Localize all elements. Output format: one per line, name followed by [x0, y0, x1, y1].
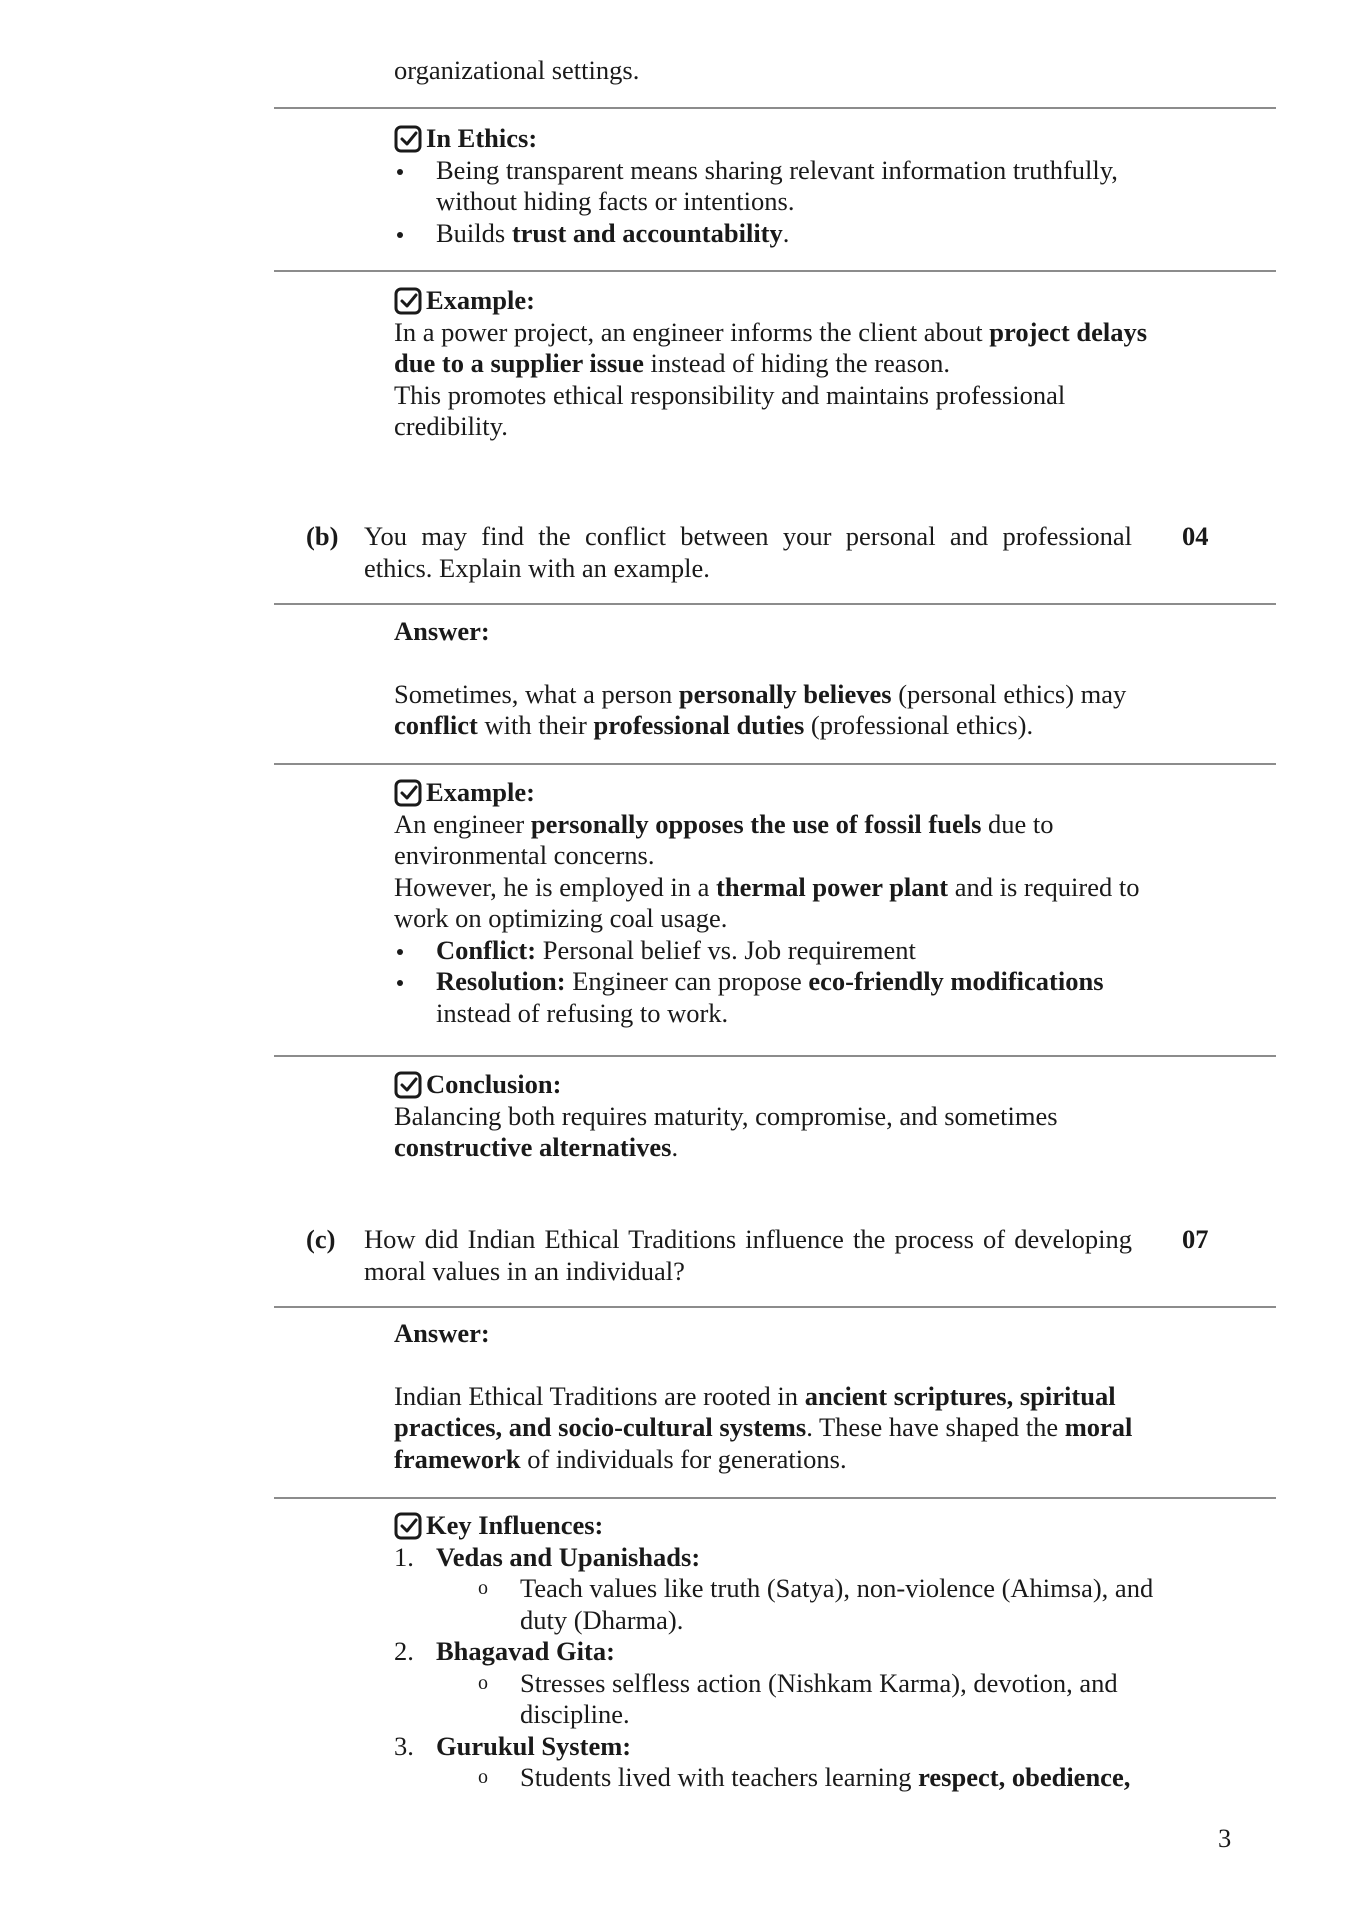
influences-section — [394, 1510, 1184, 1794]
section-divider — [274, 1055, 1276, 1057]
list-item — [394, 1731, 1184, 1763]
influence-title: Bhagavad Gita: — [436, 1636, 615, 1666]
example-bullets — [394, 935, 1184, 1030]
answer-c — [394, 1318, 1184, 1475]
example-section — [394, 285, 1184, 443]
sub-bullet-marker: o — [478, 1671, 488, 1694]
answer-label: Answer: — [394, 1318, 490, 1348]
list-item — [394, 1636, 1184, 1668]
section-divider — [274, 1497, 1276, 1499]
answer-b — [394, 616, 1184, 742]
list-number: 3. — [394, 1730, 414, 1761]
continuation-text: organizational settings. — [394, 55, 640, 85]
sub-bullet-marker: o — [478, 1766, 488, 1788]
example-heading: Example: — [394, 285, 1184, 317]
question-label: (b) — [306, 521, 339, 551]
influence-title: Vedas and Upanishads: — [436, 1541, 701, 1572]
section-divider — [274, 270, 1276, 272]
sub-list-item: o Students lived with teachers learning respect, obedience, — [478, 1762, 1131, 1792]
question-marks: 07 — [1182, 1224, 1209, 1254]
example-paragraph: This promotes ethical responsibility and maintains professional credibility. — [394, 379, 1066, 441]
section-divider — [274, 763, 1276, 765]
question-b — [306, 521, 1209, 584]
list-item — [394, 1542, 1184, 1574]
list-item: Being transparent means sharing relevant information truthfully, without hiding facts or intentions. — [394, 155, 1184, 218]
list-item: Resolution: Engineer can propose eco-friendly modifications instead of refusing to work. — [394, 966, 1184, 1029]
conclusion-section — [394, 1069, 1184, 1164]
question-marks: 04 — [1182, 521, 1209, 551]
checkbox-check-icon — [394, 778, 424, 808]
example-section — [394, 777, 1184, 1029]
answer-label: Answer: — [394, 616, 490, 646]
checkbox-check-icon — [394, 286, 424, 316]
example-heading: Example: — [394, 777, 1184, 809]
checkbox-check-icon — [394, 1070, 424, 1100]
list-number: 1. — [394, 1541, 414, 1572]
checkbox-check-icon — [394, 1511, 424, 1541]
section-divider — [274, 107, 1276, 109]
example-paragraph: In a power project, an engineer informs the client about project delays due to a supplier issue instead of hiding the reason. — [394, 316, 1148, 378]
answer-paragraph: Sometimes, what a person personally believes (personal ethics) may conflict with their professional duties (professional ethics). — [394, 678, 1127, 740]
list-number: 2. — [394, 1636, 414, 1666]
sub-list-item: o Teach values like truth (Satya), non-violence (Ahimsa), and duty (Dharma). — [478, 1573, 1154, 1635]
checkbox-check-icon — [394, 124, 424, 154]
conclusion-heading: Conclusion: — [394, 1069, 1184, 1101]
conclusion-paragraph: Balancing both requires maturity, compromise, and sometimes constructive alternatives. — [394, 1100, 1058, 1162]
example-paragraph: An engineer personally opposes the use of fossil fuels due to environmental concerns. — [394, 808, 1054, 870]
ethics-bullets — [394, 155, 1184, 250]
sub-bullet-marker: o — [478, 1577, 488, 1599]
influences-heading: Key Influences: — [394, 1510, 1184, 1542]
sub-list-item: o Stresses selfless action (Nishkam Karma), devotion, and discipline. — [478, 1667, 1118, 1729]
list-item: Builds trust and accountability. — [394, 218, 1184, 250]
question-text: How did Indian Ethical Traditions influence the process of developing moral values in an individual? — [364, 1224, 1132, 1286]
ethics-heading: In Ethics: — [394, 123, 1184, 155]
list-item: Conflict: Personal belief vs. Job requirement — [394, 935, 1184, 967]
answer-paragraph: Indian Ethical Traditions are rooted in ancient scriptures, spiritual practices, and socio-cultural systems. These have shaped the moral framework of individuals for generations. — [394, 1380, 1133, 1474]
question-label: (c) — [306, 1224, 336, 1254]
section-divider — [274, 1306, 1276, 1308]
example-paragraph: However, he is employed in a thermal power plant and is required to work on optimizing coal usage. — [394, 871, 1140, 933]
influence-title: Gurukul System: — [436, 1730, 632, 1761]
ethics-section — [394, 123, 1184, 249]
section-divider — [274, 603, 1276, 605]
question-c — [306, 1224, 1209, 1287]
question-text: You may find the conflict between your personal and professional ethics. Explain with an example. — [364, 521, 1132, 583]
page-number: 3 — [1218, 1823, 1232, 1853]
